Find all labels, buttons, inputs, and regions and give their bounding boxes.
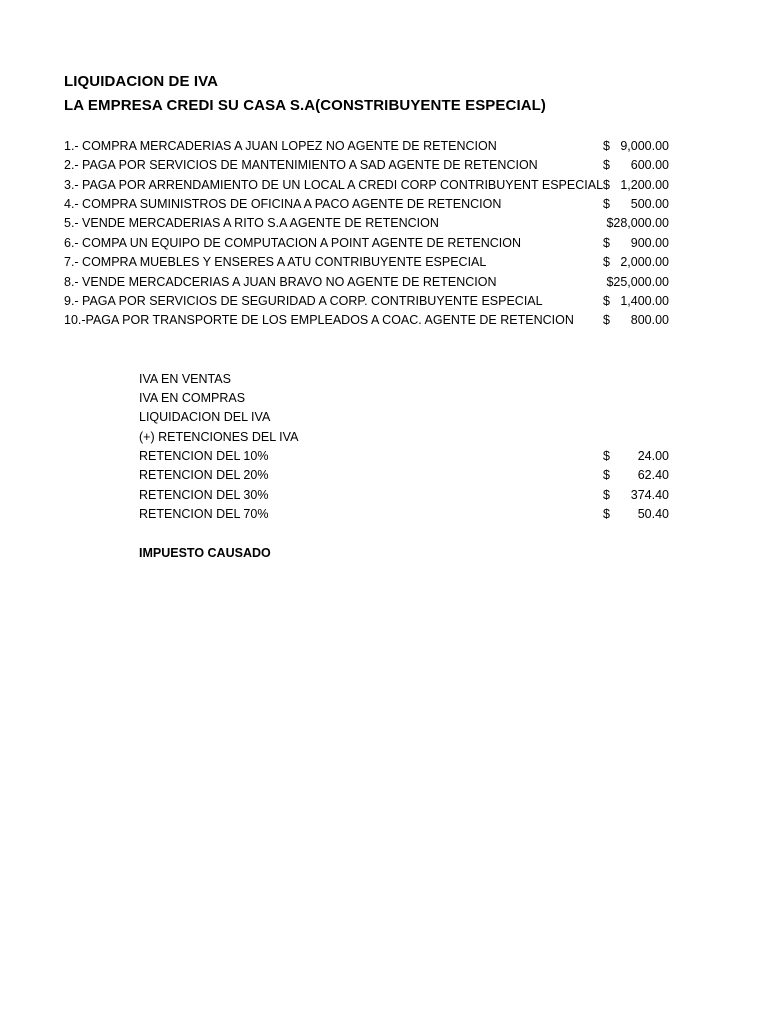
summary-row bbox=[0, 370, 768, 389]
transaction-amount: $25,000.00 bbox=[606, 275, 669, 289]
currency-symbol: $ bbox=[603, 488, 610, 502]
transaction-description: 2.- PAGA POR SERVICIOS DE MANTENIMIENTO A SAD AGENTE DE RETENCION bbox=[64, 158, 538, 172]
currency-symbol: $ bbox=[603, 294, 610, 308]
transaction-amount: 800.00 bbox=[630, 313, 669, 327]
transaction-row bbox=[0, 176, 768, 195]
summary-row bbox=[0, 408, 768, 427]
currency-symbol: $ bbox=[603, 507, 610, 521]
summary-row bbox=[0, 505, 768, 524]
summary-label: LIQUIDACION DEL IVA bbox=[139, 410, 271, 424]
transaction-row bbox=[0, 234, 768, 253]
currency-symbol: $ bbox=[603, 255, 610, 269]
transaction-description: 10.-PAGA POR TRANSPORTE DE LOS EMPLEADOS A COAC. AGENTE DE RETENCION bbox=[64, 313, 574, 327]
currency-symbol: $ bbox=[603, 197, 610, 211]
transaction-amount: 9,000.00 bbox=[620, 139, 669, 153]
transaction-amount: 600.00 bbox=[630, 158, 669, 172]
transaction-description: 5.- VENDE MERCADERIAS A RITO S.A AGENTE DE RETENCION bbox=[64, 216, 439, 230]
summary-row bbox=[0, 486, 768, 505]
currency-symbol: $ bbox=[603, 178, 610, 192]
tax-owed-label: IMPUESTO CAUSADO bbox=[139, 546, 271, 560]
transaction-description: 9.- PAGA POR SERVICIOS DE SEGURIDAD A CORP. CONTRIBUYENTE ESPECIAL bbox=[64, 294, 543, 308]
summary-amount: 24.00 bbox=[637, 449, 669, 463]
summary-label: RETENCION DEL 10% bbox=[139, 449, 269, 463]
transaction-amount: 500.00 bbox=[630, 197, 669, 211]
document-title: LIQUIDACION DE IVA bbox=[64, 73, 219, 90]
transaction-description: 4.- COMPRA SUMINISTROS DE OFICINA A PACO AGENTE DE RETENCION bbox=[64, 197, 502, 211]
transaction-amount: 900.00 bbox=[630, 236, 669, 250]
summary-amount: 374.40 bbox=[630, 488, 669, 502]
summary-label: RETENCION DEL 20% bbox=[139, 468, 269, 482]
transaction-description: 3.- PAGA POR ARRENDAMIENTO DE UN LOCAL A CREDI CORP CONTRIBUYENT ESPECIAL bbox=[64, 178, 604, 192]
summary-label: RETENCION DEL 70% bbox=[139, 507, 269, 521]
summary-row bbox=[0, 447, 768, 466]
summary-label: RETENCION DEL 30% bbox=[139, 488, 269, 502]
currency-symbol: $ bbox=[603, 139, 610, 153]
transaction-amount: 2,000.00 bbox=[620, 255, 669, 269]
transaction-description: 8.- VENDE MERCADCERIAS A JUAN BRAVO NO AGENTE DE RETENCION bbox=[64, 275, 497, 289]
summary-row bbox=[0, 389, 768, 408]
transaction-row bbox=[0, 214, 768, 233]
transaction-description: 6.- COMPA UN EQUIPO DE COMPUTACION A POINT AGENTE DE RETENCION bbox=[64, 236, 522, 250]
currency-symbol: $ bbox=[603, 449, 610, 463]
currency-symbol: $ bbox=[603, 236, 610, 250]
document-subtitle: LA EMPRESA CREDI SU CASA S.A(CONSTRIBUYENTE ESPECIAL) bbox=[64, 97, 547, 114]
transaction-description: 7.- COMPRA MUEBLES Y ENSERES A ATU CONTRIBUYENTE ESPECIAL bbox=[64, 255, 487, 269]
transaction-row bbox=[0, 253, 768, 272]
summary-row bbox=[0, 428, 768, 447]
transaction-amount: 1,200.00 bbox=[620, 178, 669, 192]
transaction-description: 1.- COMPRA MERCADERIAS A JUAN LOPEZ NO AGENTE DE RETENCION bbox=[64, 139, 497, 153]
summary-label: IVA EN VENTAS bbox=[139, 372, 231, 386]
transaction-row bbox=[0, 195, 768, 214]
summary-row bbox=[0, 466, 768, 485]
transaction-row bbox=[0, 292, 768, 311]
currency-symbol: $ bbox=[603, 313, 610, 327]
transaction-amount: $28,000.00 bbox=[606, 216, 669, 230]
transaction-row bbox=[0, 311, 768, 330]
transaction-row bbox=[0, 273, 768, 292]
transaction-row bbox=[0, 156, 768, 175]
summary-amount: 50.40 bbox=[637, 507, 669, 521]
currency-symbol: $ bbox=[603, 158, 610, 172]
summary-label: IVA EN COMPRAS bbox=[139, 391, 246, 405]
currency-symbol: $ bbox=[603, 468, 610, 482]
transaction-row bbox=[0, 137, 768, 156]
summary-label: (+) RETENCIONES DEL IVA bbox=[139, 430, 299, 444]
transaction-amount: 1,400.00 bbox=[620, 294, 669, 308]
summary-row bbox=[0, 544, 768, 563]
summary-amount: 62.40 bbox=[637, 468, 669, 482]
